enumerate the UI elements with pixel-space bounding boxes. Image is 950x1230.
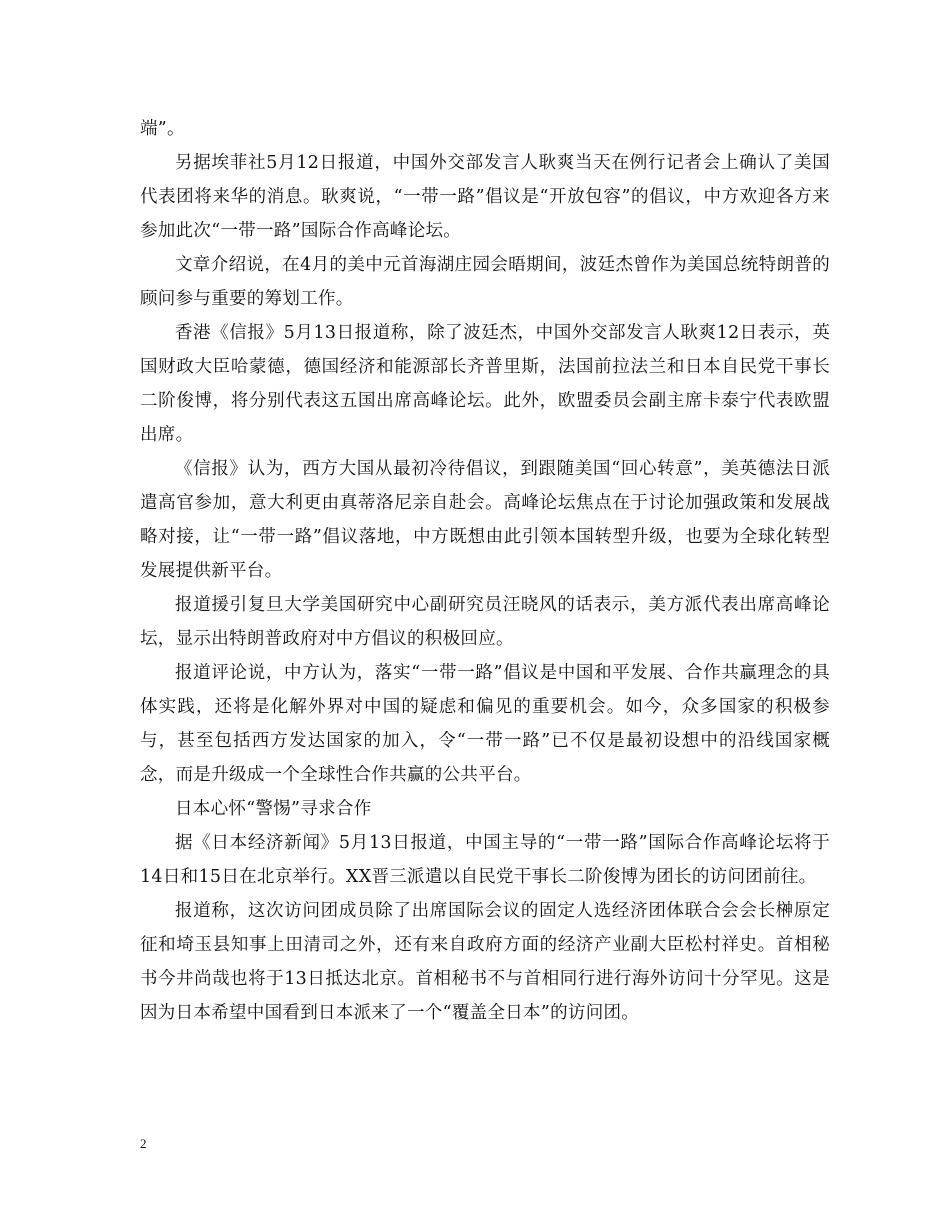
paragraph-hkej-opinion: 《信报》认为，西方大国从最初冷待倡议，到跟随美国“回心转意”，美英德法日派遣高官参加，意大利更由真蒂洛尼亲自赴会。高峰论坛焦点在于讨论加强政策和发展战略对接，让“一带一路”倡议落地，中方既想由此引领本国转型升级，也要为全球化转型发展提供新平台。 <box>140 459 830 581</box>
document-body <box>140 112 830 1030</box>
page-number: 2 <box>140 1136 147 1151</box>
paragraph-fudan-quote: 报道援引复旦大学美国研究中心副研究员汪晓风的话表示，美方派代表出席高峰论坛，显示出特朗普政府对中方倡议的积极回应。 <box>140 595 830 649</box>
paragraph-pottinger-role: 文章介绍说，在4月的美中元首海湖庄园会晤期间，波廷杰曾作为美国总统特朗普的顾问参与重要的筹划工作。 <box>140 255 830 309</box>
paragraph-commentary: 报道评论说，中方认为，落实“一带一路”倡议是中国和平发展、合作共赢理念的具体实践，还将是化解外界对中国的疑虑和偏见的重要机会。如今，众多国家的积极参与，甚至包括西方发达国家的加入，令“一带一路”已不仅是最初设想中的沿线国家概念，而是升级成一个全球性合作共赢的公共平台。 <box>140 663 830 785</box>
paragraph-efe-report: 另据埃菲社5月12日报道，中国外交部发言人耿爽当天在例行记者会上确认了美国代表团将来华的消息。耿爽说，“一带一路”倡议是“开放包容”的倡议，中方欢迎各方来参加此次“一带一路”国际合作高峰论坛。 <box>140 153 830 241</box>
paragraph-nikkei-report: 据《日本经济新闻》5月13日报道，中国主导的“一带一路”国际合作高峰论坛将于14日和15日在北京举行。XX晋三派遣以自民党干事长二阶俊博为团长的访问团前往。 <box>140 833 830 887</box>
paragraph-continuation: 端”。 <box>140 119 185 139</box>
section-heading-japan: 日本心怀“警惕”寻求合作 <box>175 799 372 819</box>
paragraph-delegation-members: 报道称，这次访问团成员除了出席国际会议的固定人选经济团体联合会会长榊原定征和埼玉县知事上田清司之外，还有来自政府方面的经济产业副大臣松村祥史。首相秘书今井尚哉也将于13日抵达北京。首相秘书不与首相同行进行海外访问十分罕见。这是因为日本希望中国看到日本派来了一个“覆盖全日本”的访问团。 <box>140 901 830 1023</box>
paragraph-hkej-report: 香港《信报》5月13日报道称，除了波廷杰，中国外交部发言人耿爽12日表示，英国财政大臣哈蒙德，德国经济和能源部长齐普里斯，法国前拉法兰和日本自民党干事长二阶俊博，将分别代表这五国出席高峰论坛。此外，欧盟委员会副主席卡泰宁代表欧盟出席。 <box>140 323 830 445</box>
